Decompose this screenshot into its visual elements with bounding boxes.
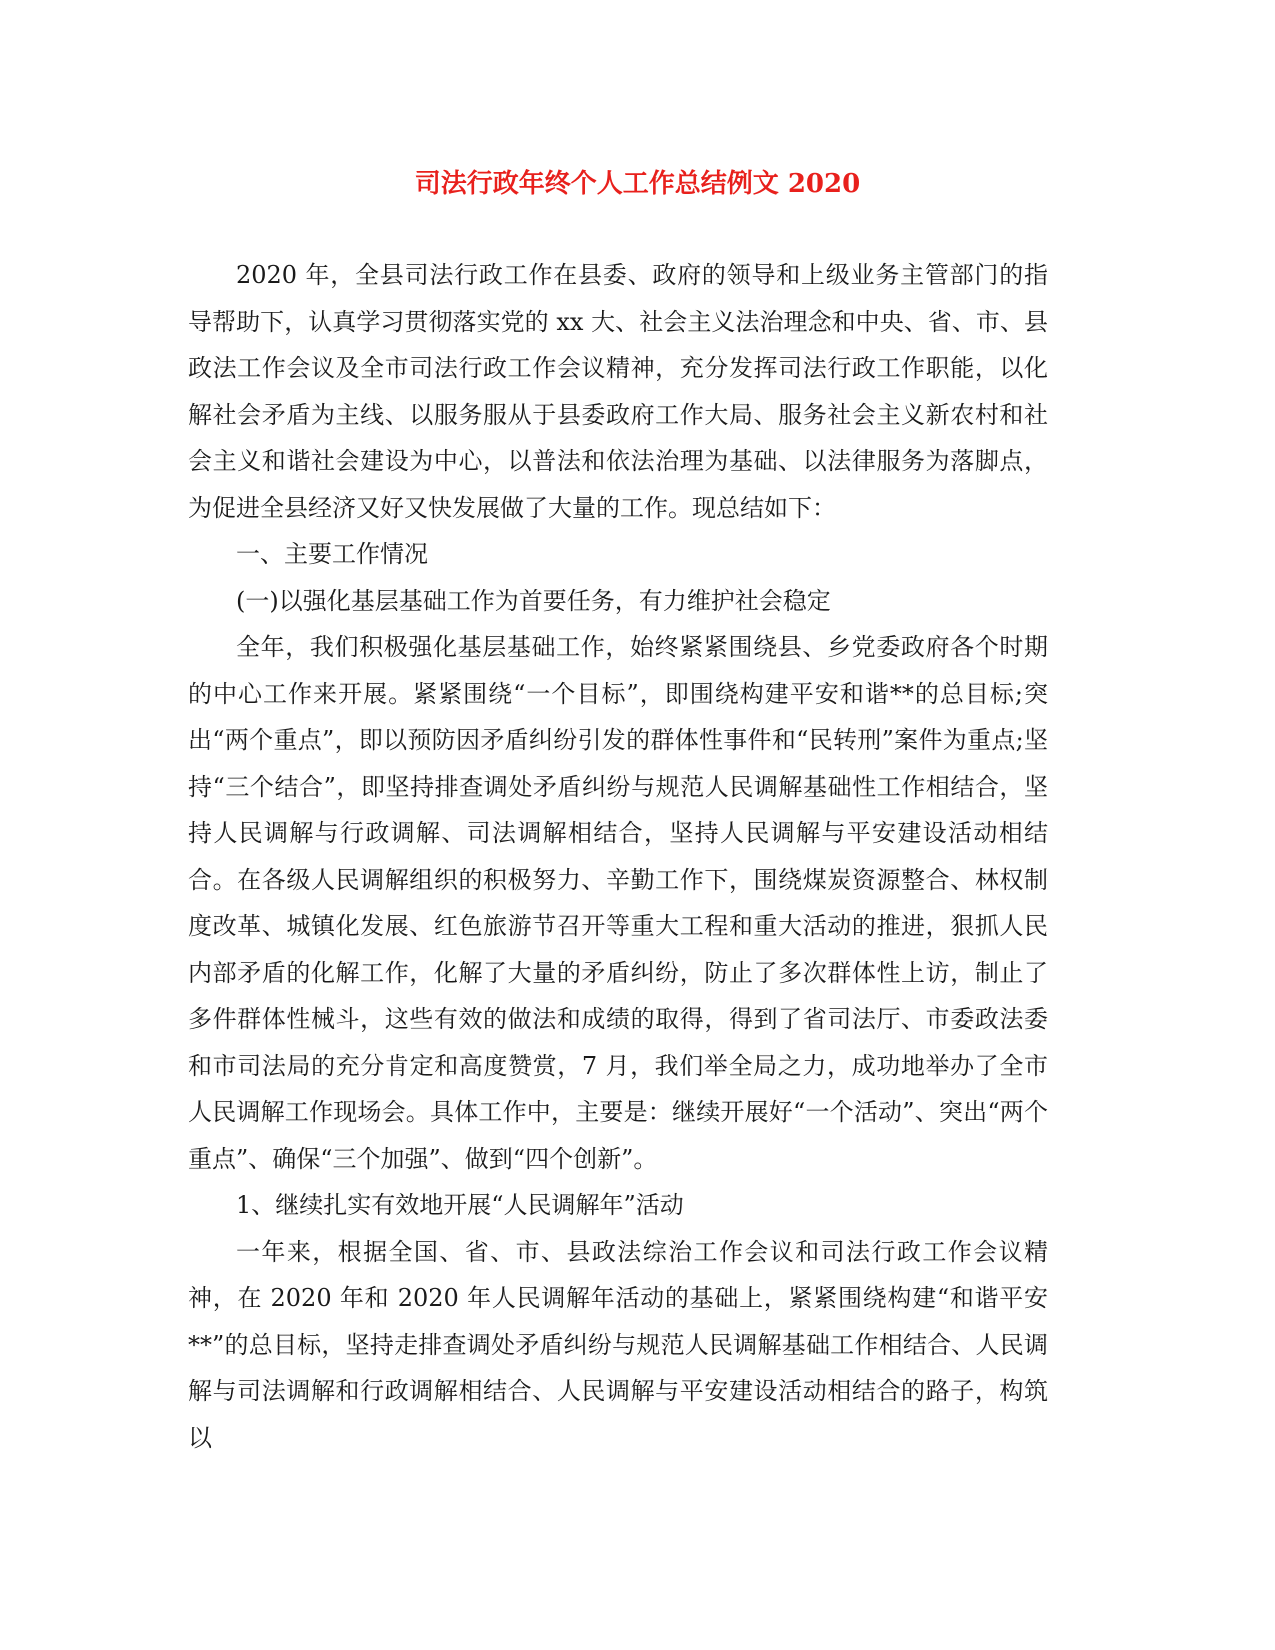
paragraph-intro: 2020 年，全县司法行政工作在县委、政府的领导和上级业务主管部门的指导帮助下，认真学习贯彻落实党的 xx 大、社会主义法治理念和中央、省、市、县政法工作会议及全市司法行政工作会议精神，充分发挥司法行政工作职能，以化解社会矛盾为主线、以服务服从于县委政府工作大局、服务社会主义新农村和社会主义和谐社会建设为中心，以普法和依法治理为基础、以法律服务为落脚点，为促进全县经济又好又快发展做了大量的工作。现总结如下：	[188, 261, 1048, 522]
document-title: 司法行政年终个人工作总结例文 2020	[414, 169, 861, 199]
item-heading-1: 1、继续扎实有效地开展“人民调解年”活动	[236, 1191, 684, 1219]
section-heading-1: 一、主要工作情况	[236, 540, 428, 568]
paragraph-grassroots-work: 全年，我们积极强化基层基础工作，始终紧紧围绕县、乡党委政府各个时期的中心工作来开展。紧紧围绕“一个目标”，即围绕构建平安和谐**的总目标;突出“两个重点”，即以预防因矛盾纠纷引发的群体性事件和“民转刑”案件为重点;坚持“三个结合”，即坚持排查调处矛盾纠纷与规范人民调解基础性工作相结合，坚持人民调解与行政调解、司法调解相结合，坚持人民调解与平安建设活动相结合。在各级人民调解组织的积极努力、辛勤工作下，围绕煤炭资源整合、林权制度改革、城镇化发展、红色旅游节召开等重大工程和重大活动的推进，狠抓人民内部矛盾的化解工作，化解了大量的矛盾纠纷，防止了多次群体性上访，制止了多件群体性械斗，这些有效的做法和成绩的取得，得到了省司法厅、市委政法委和市司法局的充分肯定和高度赞赏，7 月，我们举全局之力，成功地举办了全市人民调解工作现场会。具体工作中，主要是：继续开展好“一个活动”、突出“两个重点”、确保“三个加强”、做到“四个创新”。	[188, 633, 1048, 1173]
document-body	[188, 252, 1048, 1461]
subsection-heading-1: (一)以强化基层基础工作为首要任务，有力维护社会稳定	[236, 586, 831, 615]
paragraph-mediation-year: 一年来，根据全国、省、市、县政法综治工作会议和司法行政工作会议精神，在 2020 年和 2020 年人民调解年活动的基础上，紧紧围绕构建“和谐平安**”的总目标，坚持走排查调处矛盾纠纷与规范人民调解基础工作相结合、人民调解与司法调解和行政调解相结合、人民调解与平安建设活动相结合的路子，构筑以	[188, 1237, 1048, 1452]
